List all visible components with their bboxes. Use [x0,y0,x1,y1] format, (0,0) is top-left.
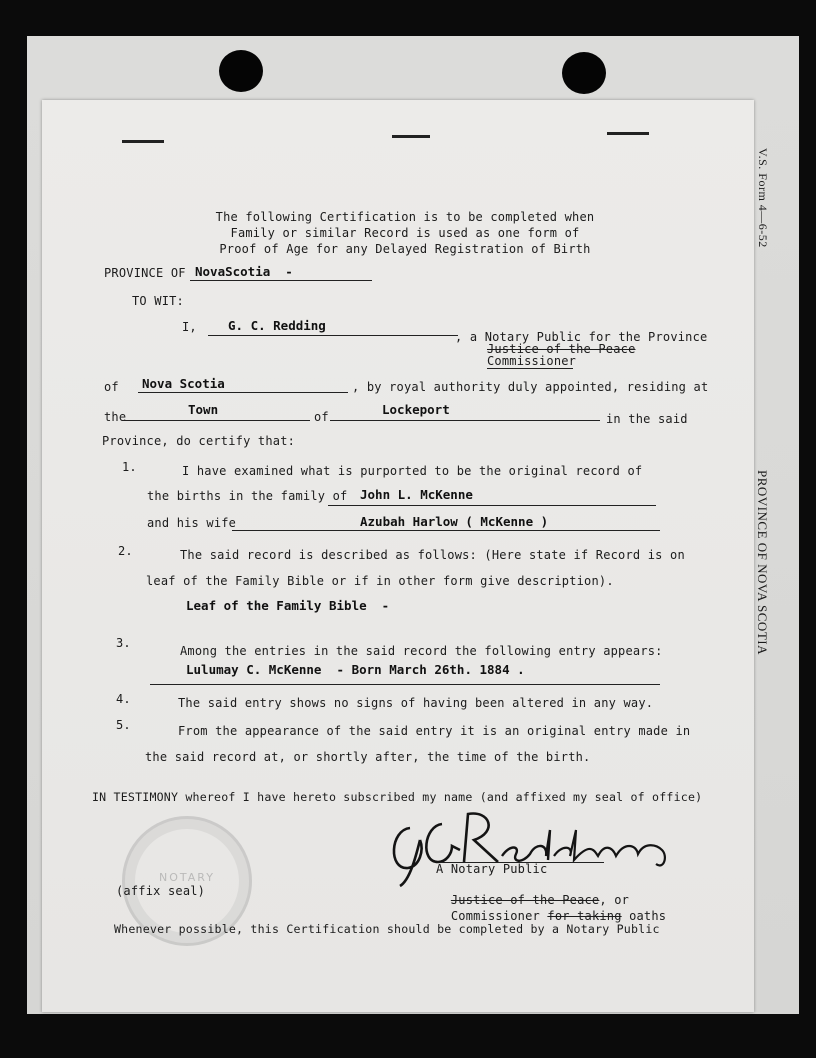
item-3-text: Among the entries in the said record the following entry appears: [180,644,663,658]
signature-title-struck: Justice of the Peace [450,893,600,907]
item-2-text-1: The said record is described as follows: (Here state if Record is on [180,548,685,562]
place-type-underline [124,420,310,421]
punch-hole-right [562,52,606,94]
mother-name: Azubah Harlow ( McKenne ) [360,514,549,529]
record-description: Leaf of the Family Bible - [186,598,390,613]
of-label: of [104,380,119,394]
item-2-text-2: leaf of the Family Bible or if in other form give description). [146,574,614,588]
punch-hole-left [219,50,263,92]
item-1-wife-label: and his wife [147,516,237,530]
item-1-number: 1. [122,460,137,474]
notary-pronoun: I, [182,320,197,334]
item-1-family-label: the births in the family of [147,489,348,503]
mother-name-underline [232,530,660,531]
staple-mark [607,132,649,135]
certify-text: Province, do certify that: [102,434,296,448]
signature-title-or: , or [599,893,630,907]
province-underline [190,280,372,281]
place-name: Lockeport [382,402,450,417]
item-5-number: 5. [116,718,131,732]
header-line-3: Proof of Age for any Delayed Registration of Birth [219,242,591,256]
item-2-number: 2. [118,544,133,558]
form-number: V.S. Form 4—6-52 [756,148,770,248]
seal-text: NOTARY [159,871,215,884]
father-name-underline [328,505,656,506]
residence-province-underline [138,392,348,393]
item-4-text: The said entry shows no signs of having been altered in any way. [178,696,654,710]
header-line-2: Family or similar Record is used as one form of [230,226,580,240]
the-label: the [104,410,127,424]
appointment-text: , by royal authority duly appointed, residing at [352,380,709,394]
of-label-2: of [314,410,329,424]
notary-name: G. C. Redding [228,318,326,333]
residence-province: Nova Scotia [142,376,225,391]
header-line-1: The following Certification is to be completed when [215,210,595,224]
to-wit-label: TO WIT: [132,294,184,308]
place-type: Town [188,402,219,417]
commissioner-struck: for taking [547,909,622,923]
affix-seal-label: (affix seal) [116,884,206,898]
testimony-text: IN TESTIMONY whereof I have hereto subscribed my name (and affixed my seal of office) [92,790,703,804]
birth-entry-underline [150,684,660,685]
in-the-said-text: in the said [606,412,688,426]
province-label: PROVINCE OF [104,266,186,280]
notary-name-underline [208,335,458,336]
father-name: John L. McKenne [360,487,473,502]
side-province-label: PROVINCE OF NOVA SCOTIA [755,470,770,655]
oaths-label: oaths [621,909,667,923]
item-4-number: 4. [116,692,131,706]
item-5-text-1: From the appearance of the said entry it is an original entry made in [178,724,691,738]
commissioner-underline [487,368,573,369]
item-1-text: I have examined what is purported to be the original record of [182,464,643,478]
notary-title-struck: Justice of the Peace [487,342,636,356]
item-5-text-2: the said record at, or shortly after, the time of the birth. [145,750,591,764]
notary-title-commissioner: Commissioner [487,354,577,368]
footer-note: Whenever possible, this Certification should be completed by a Notary Public [114,922,660,936]
birth-entry: Lulumay C. McKenne - Born March 26th. 1884 . [186,662,525,677]
staple-mark [122,140,164,143]
commissioner-label: Commissioner [450,909,548,923]
place-name-underline [330,420,600,421]
notary-title: , a Notary Public for the Province [455,330,708,344]
signature-title-1: A Notary Public [436,862,548,876]
signature-title-3 [436,894,666,924]
staple-mark [392,135,430,138]
item-3-number: 3. [116,636,131,650]
province-value: NovaScotia - [195,264,293,279]
